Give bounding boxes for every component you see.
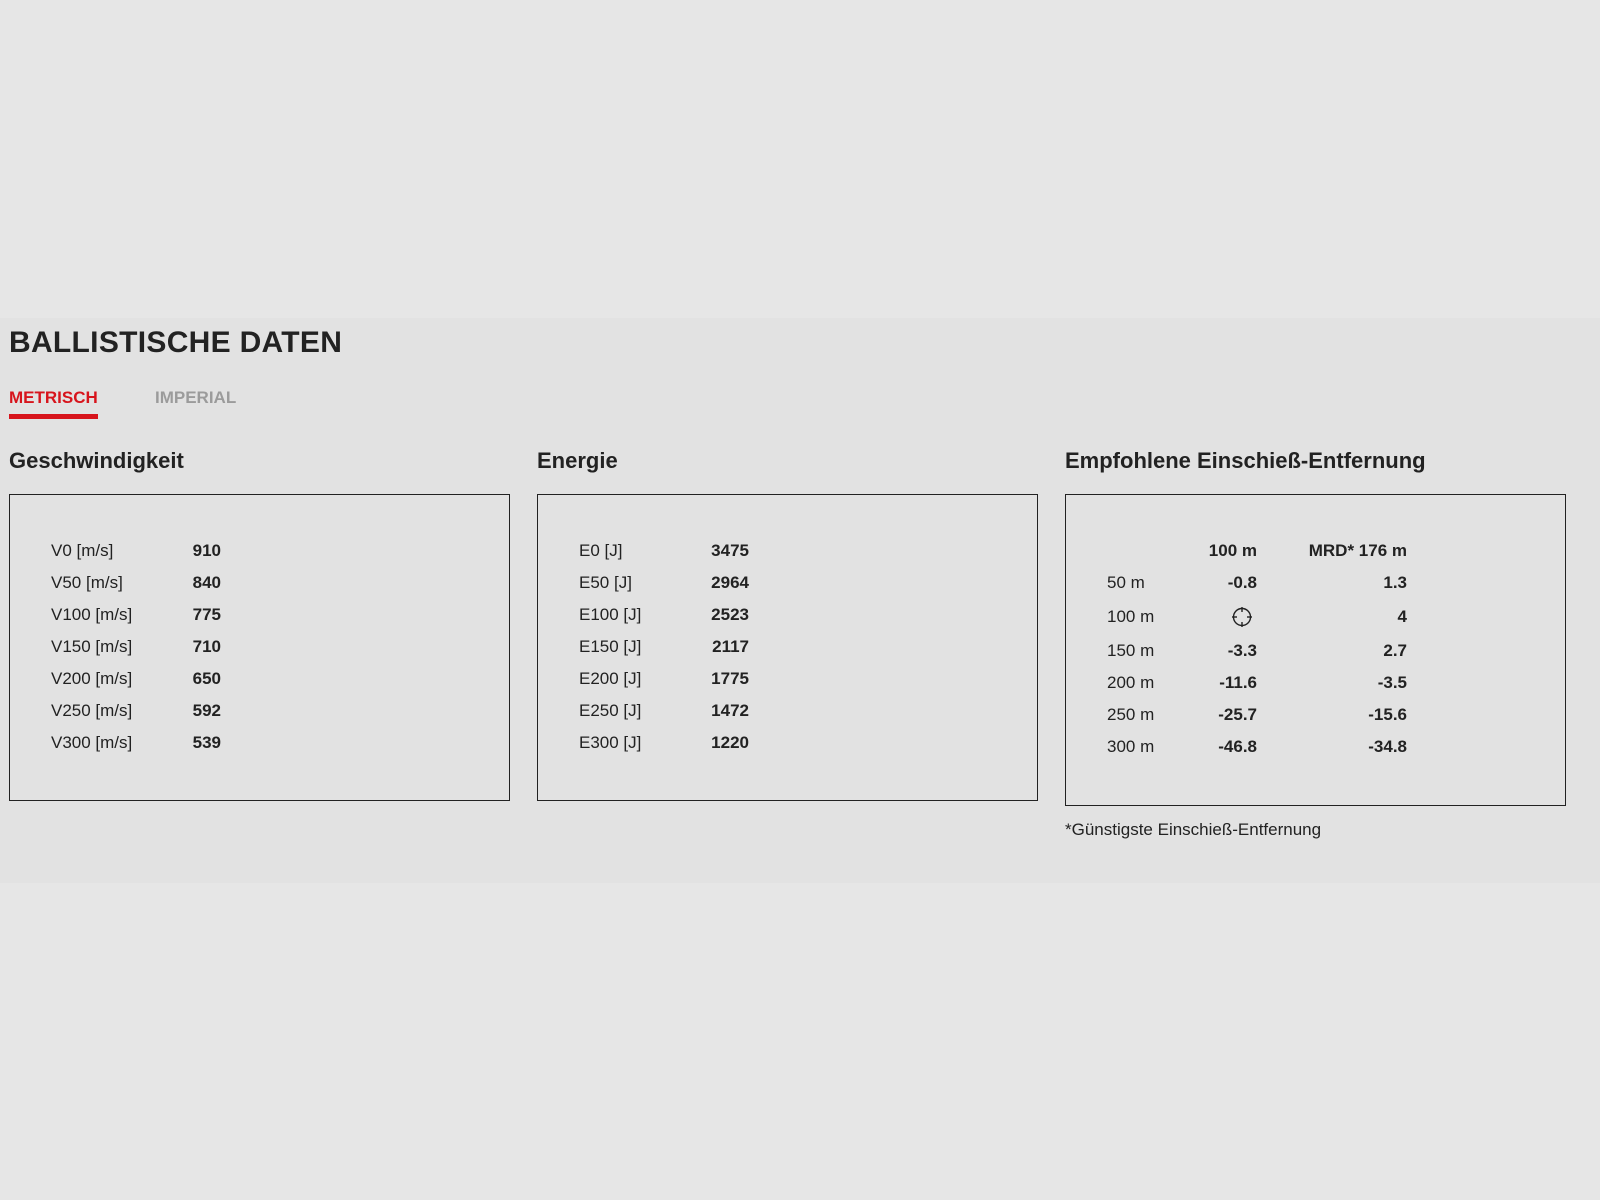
table-row [51,727,221,759]
drop-mrd: 1.3 [1383,573,1407,592]
tab-metric[interactable]: METRISCH [9,388,98,419]
drop-100m: -25.7 [1218,705,1257,724]
energy-value: 3475 [711,541,749,560]
distance-label: 300 m [1107,737,1155,756]
table-row [51,535,221,567]
energy-label: E0 [J] [579,541,623,560]
drop-mrd: -15.6 [1368,705,1407,724]
speed-label: V100 [m/s] [51,605,133,624]
distance-label: 200 m [1107,673,1155,692]
speed-value: 710 [192,637,221,656]
drop-100m [1177,599,1257,635]
speed-label: V300 [m/s] [51,733,133,752]
speed-value: 539 [192,733,221,752]
speed-value: 775 [192,605,221,624]
table-row [1107,667,1407,699]
speed-label: V150 [m/s] [51,637,133,656]
table-row [51,567,221,599]
drop-mrd: -34.8 [1368,737,1407,756]
energy-panel [537,494,1038,801]
table-row [1107,567,1407,599]
energy-value: 1472 [711,701,749,720]
energy-value: 1775 [711,669,749,688]
energy-label: E200 [J] [579,669,642,688]
crosshair-icon [1231,606,1253,628]
table-row [579,663,749,695]
energy-label: E100 [J] [579,605,642,624]
distance-label: 100 m [1107,607,1155,626]
table-row [1107,635,1407,667]
table-row [51,631,221,663]
table-row [579,567,749,599]
drop-100m: -0.8 [1227,573,1257,592]
energy-label: E300 [J] [579,733,642,752]
tab-imperial[interactable]: IMPERIAL [155,388,237,407]
zero-title: Empfohlene Einschieß-Entfernung [1065,448,1426,473]
speed-value: 650 [192,669,221,688]
drop-100m: -11.6 [1219,673,1257,692]
energy-value: 2117 [712,637,749,656]
energy-label: E50 [J] [579,573,632,592]
footnote: *Günstigste Einschieß-Entfernung [1065,820,1322,839]
distance-label: 150 m [1107,641,1155,660]
table-row [51,663,221,695]
speed-panel [9,494,510,801]
header-100m: 100 m [1208,541,1257,560]
table-row [579,631,749,663]
drop-100m: -46.8 [1218,737,1257,756]
energy-value: 1220 [711,733,749,752]
energy-value: 2964 [711,573,749,592]
drop-mrd: 4 [1397,607,1407,626]
distance-label: 50 m [1107,573,1145,592]
drop-mrd: -3.5 [1377,673,1407,692]
table-row [1107,599,1407,635]
energy-value: 2523 [711,605,749,624]
section-title: BALLISTISCHE DATEN [9,326,343,359]
table-row [51,599,221,631]
speed-value: 910 [192,541,221,560]
speed-label: V250 [m/s] [51,701,133,720]
speed-label: V50 [m/s] [51,573,123,592]
speed-value: 840 [192,573,221,592]
table-row [579,535,749,567]
header-blank [1107,535,1177,567]
table-row [51,695,221,727]
drop-mrd: 2.7 [1383,641,1407,660]
speed-table [51,535,221,759]
distance-label: 250 m [1107,705,1155,724]
table-header-row [1107,535,1407,567]
speed-value: 592 [192,701,221,720]
zero-panel [1065,494,1566,806]
table-row [579,599,749,631]
table-row [579,695,749,727]
speed-label: V200 [m/s] [51,669,133,688]
energy-title: Energie [537,448,618,473]
speed-label: V0 [m/s] [51,541,114,560]
table-row [1107,699,1407,731]
energy-label: E150 [J] [579,637,642,656]
zero-table [1107,535,1407,763]
energy-table [579,535,749,759]
energy-label: E250 [J] [579,701,642,720]
drop-100m: -3.3 [1227,641,1257,660]
table-row [1107,731,1407,763]
header-mrd: MRD* 176 m [1308,541,1407,560]
table-row [579,727,749,759]
speed-title: Geschwindigkeit [9,448,184,473]
